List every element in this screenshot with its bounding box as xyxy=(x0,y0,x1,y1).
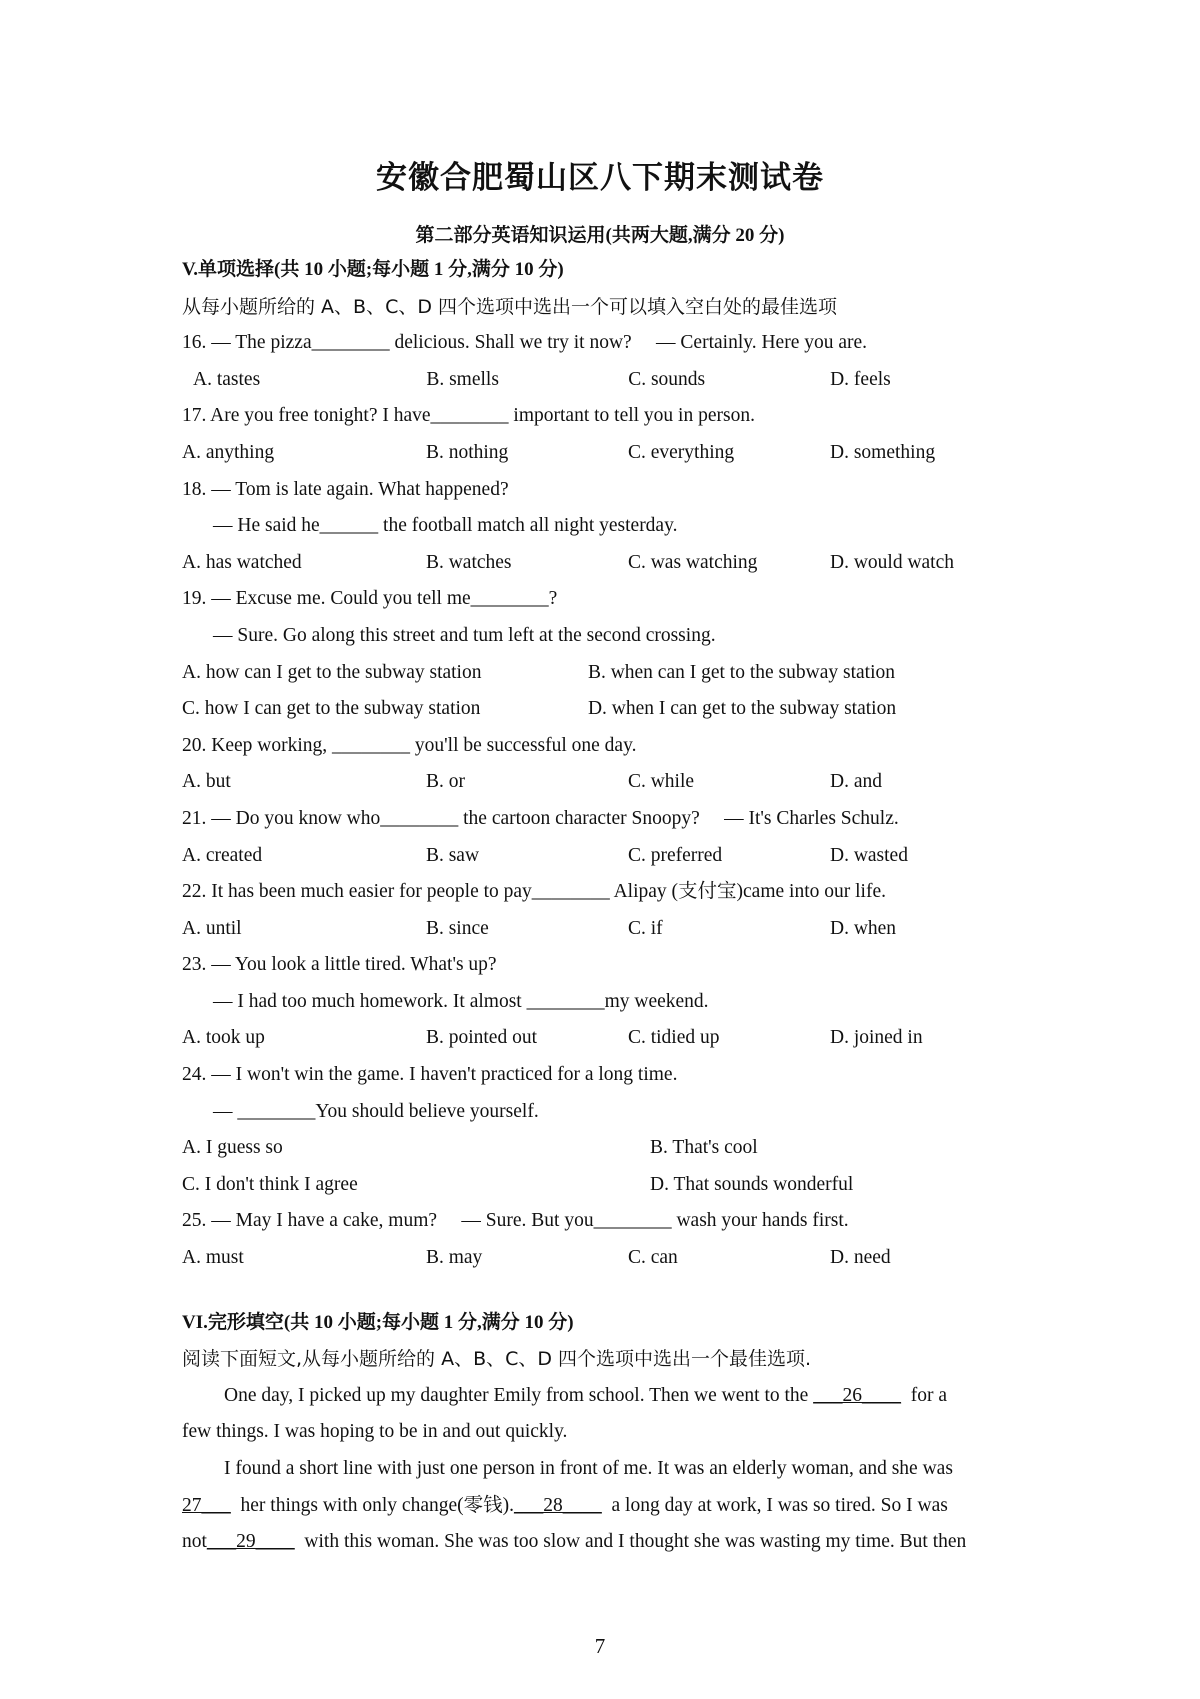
option-c: C. preferred xyxy=(627,844,723,866)
option-d: D. feels xyxy=(830,368,891,390)
question-19-options-cd xyxy=(182,691,1032,728)
option-b: B. when can I get to the subway station xyxy=(587,661,895,683)
passage-line-3: I found a short line with just one person in front of me. It was an elderly woman, and she was xyxy=(224,1458,953,1479)
question-20-stem: 20. Keep working, ________ you'll be successful one day. xyxy=(182,734,637,756)
passage-text: with this woman. She was too slow and I thought she was wasting my time. But then xyxy=(294,1531,967,1553)
option-a: A. anything xyxy=(182,441,275,463)
section-gap xyxy=(182,1277,1032,1305)
question-24-stem-2: — ________You should believe yourself. xyxy=(213,1100,539,1122)
section-6-instruction: 阅读下面短文,从每小题所给的 A、B、C、D 四个选项中选出一个最佳选项. xyxy=(182,1348,812,1371)
question-24-options-ab xyxy=(182,1130,1032,1167)
passage-text: One day, I picked up my daughter Emily from school. Then we went to the xyxy=(224,1384,814,1406)
question-16-options xyxy=(182,362,1032,399)
passage-text: her things with only change(零钱). xyxy=(230,1494,514,1516)
question-18-stem: 18. — Tom is late again. What happened? xyxy=(182,478,509,500)
question-18-options xyxy=(182,545,1032,582)
question-23-stem: 23. — You look a little tired. What's up? xyxy=(182,954,497,976)
option-c: C. can xyxy=(627,1247,678,1269)
option-d: D. wasted xyxy=(829,844,908,866)
question-22-options xyxy=(182,911,1032,948)
passage-text: a long day at work, I was so tired. So I was xyxy=(601,1494,948,1516)
part-title: 第二部分英语知识运用(共两大题,满分 20 分) xyxy=(415,225,785,246)
question-19-stem-2: — Sure. Go along this street and tum left at the second crossing. xyxy=(213,624,716,646)
option-d: D. when I can get to the subway station xyxy=(587,698,897,720)
option-d: D. That sounds wonderful xyxy=(650,1173,854,1195)
option-a: A. must xyxy=(182,1247,244,1269)
blank-27: 27___ xyxy=(182,1494,231,1516)
question-24-options-cd xyxy=(182,1167,1032,1204)
option-a: A. I guess so xyxy=(182,1137,283,1159)
passage-text: not xyxy=(182,1531,207,1553)
option-a: A. tastes xyxy=(193,368,261,390)
blank-29: ___29____ xyxy=(206,1531,295,1553)
passage-line-1 xyxy=(182,1378,1032,1415)
question-19-stem: 19. — Excuse me. Could you tell me________? xyxy=(182,588,558,610)
option-c: C. how I can get to the subway station xyxy=(182,698,481,720)
question-16-stem: 16. — The pizza________ delicious. Shall we try it now? — Certainly. Here you are. xyxy=(182,332,868,354)
option-a: A. but xyxy=(182,771,231,793)
question-22-stem: 22. It has been much easier for people to pay________ Alipay (支付宝)came into our life. xyxy=(182,881,886,903)
question-21-stem: 21. — Do you know who________ the cartoon character Snoopy? — It's Charles Schulz. xyxy=(182,807,899,829)
question-17-options xyxy=(182,435,1032,472)
option-c: C. sounds xyxy=(628,368,706,390)
passage-line-4 xyxy=(182,1488,1032,1525)
question-18-stem-2: — He said he______ the football match all night yesterday. xyxy=(213,515,678,537)
option-a: A. has watched xyxy=(182,551,302,573)
option-b: B. smells xyxy=(426,368,499,390)
passage-text: for a xyxy=(900,1384,947,1406)
option-b: B. or xyxy=(425,771,465,793)
option-d: D. and xyxy=(829,771,882,793)
question-24-stem: 24. — I won't win the game. I haven't practiced for a long time. xyxy=(182,1064,678,1086)
option-d: D. need xyxy=(829,1247,891,1269)
option-a: A. how can I get to the subway station xyxy=(182,661,482,683)
option-c: C. tidied up xyxy=(627,1027,720,1049)
question-23-stem-2: — I had too much homework. It almost ________my weekend. xyxy=(213,990,709,1012)
exam-content xyxy=(182,252,1032,1561)
option-a: A. created xyxy=(182,844,263,866)
blank-26: ___26____ xyxy=(813,1384,901,1406)
option-b: B. nothing xyxy=(425,441,509,463)
option-a: A. took up xyxy=(182,1027,265,1049)
section-5-heading: V.单项选择(共 10 小题;每小题 1 分,满分 10 分) xyxy=(182,259,564,280)
question-23-options xyxy=(182,1020,1032,1057)
question-17-stem: 17. Are you free tonight? I have________ important to tell you in person. xyxy=(182,405,755,427)
passage-line-2: few things. I was hoping to be in and out quickly. xyxy=(182,1421,568,1443)
question-19-options-ab xyxy=(182,655,1032,692)
page-number: 7 xyxy=(594,1634,606,1658)
option-c: C. was watching xyxy=(627,551,758,573)
question-25-options xyxy=(182,1240,1032,1277)
option-b: B. saw xyxy=(425,844,480,866)
option-b: B. watches xyxy=(425,551,512,573)
question-25-stem: 25. — May I have a cake, mum? — Sure. But you________ wash your hands first. xyxy=(182,1210,849,1232)
section-6-heading: VI.完形填空(共 10 小题;每小题 1 分,满分 10 分) xyxy=(182,1311,574,1333)
option-d: D. joined in xyxy=(829,1027,923,1049)
section-5-instruction: 从每小题所给的 A、B、C、D 四个选项中选出一个可以填入空白处的最佳选项 xyxy=(182,295,838,318)
option-c: C. everything xyxy=(627,441,735,463)
option-c: C. if xyxy=(627,917,663,939)
option-d: D. would watch xyxy=(829,551,955,573)
passage-line-5 xyxy=(182,1524,1032,1561)
blank-28: ___28____ xyxy=(514,1494,602,1516)
option-d: D. something xyxy=(829,441,936,463)
option-c: C. I don't think I agree xyxy=(182,1173,358,1195)
exam-title: 安徽合肥蜀山区八下期末测试卷 xyxy=(376,160,824,196)
option-b: B. since xyxy=(425,917,489,939)
option-d: D. when xyxy=(829,917,897,939)
option-b: B. may xyxy=(425,1247,483,1269)
option-b: B. That's cool xyxy=(650,1137,758,1159)
option-c: C. while xyxy=(627,771,695,793)
question-20-options xyxy=(182,764,1032,801)
option-a: A. until xyxy=(182,917,242,939)
option-b: B. pointed out xyxy=(425,1027,537,1049)
question-21-options xyxy=(182,838,1032,875)
